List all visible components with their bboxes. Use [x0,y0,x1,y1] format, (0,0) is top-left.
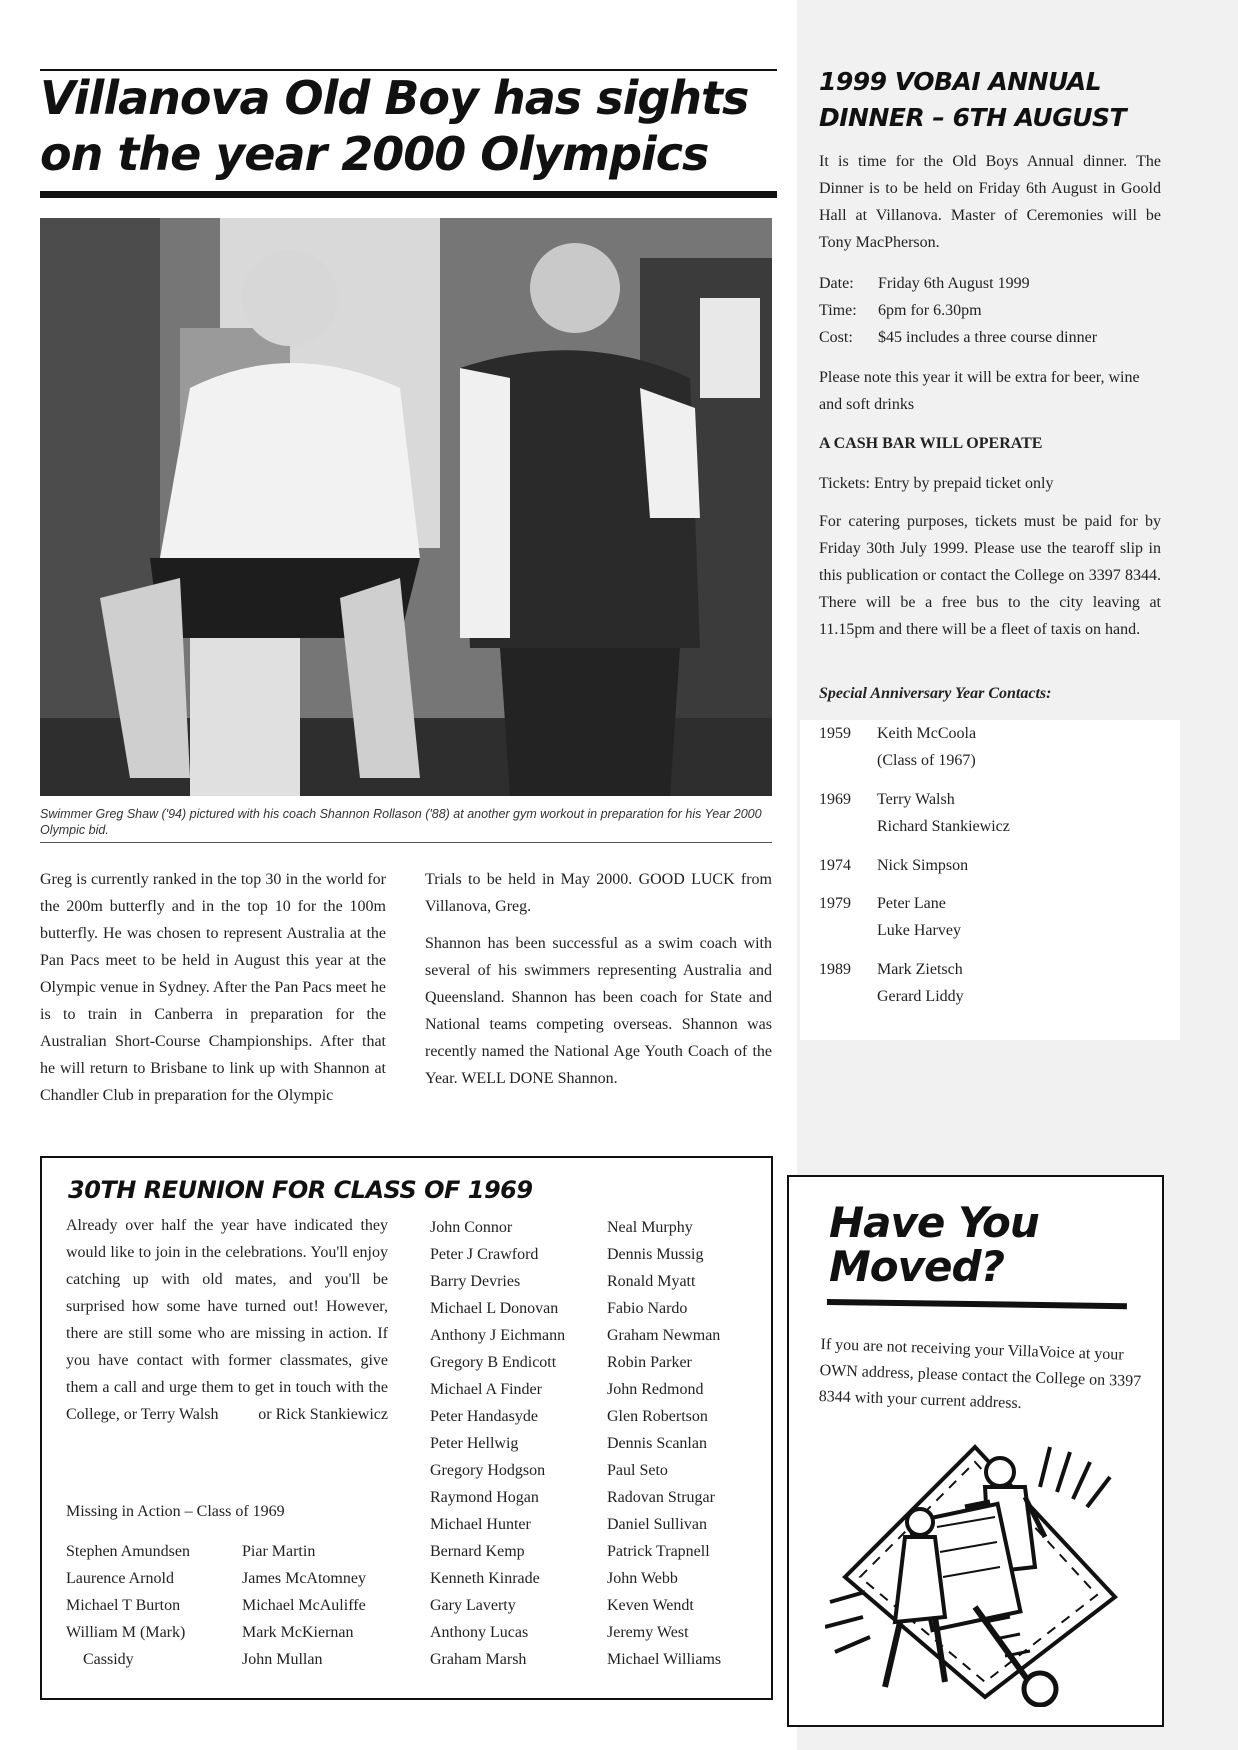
cash-bar-notice: A CASH BAR WILL OPERATE [819,435,1043,452]
missing-heading: Missing in Action – Class of 1969 [66,1503,285,1520]
list-item: Daniel Sullivan [607,1516,707,1533]
contact-row-1969 [819,786,1159,840]
list-item: Radovan Strugar [607,1489,715,1506]
contact-row-1989 [819,956,1159,1010]
names-col-c [430,1214,565,1673]
article-col2-paragraph-1: Trials to be held in May 2000. GOOD LUCK from Villanova, Greg. [425,871,772,915]
list-item: Michael T Burton [66,1597,181,1614]
moved-title [829,1198,1039,1291]
catering-note: For catering purposes, tickets must be paid for by Friday 30th July 1999. Please use the tearoff slip in this publication or contact the College on 3397 8344. There will be a free bus to the city leaving at 11.15pm and there will be a fleet of taxis on hand. [819,513,1161,638]
list-item: Michael McAuliffe [242,1597,366,1614]
list-item: Peter Handasyde [430,1408,538,1425]
list-item: Anthony J Eichmann [430,1327,566,1344]
list-item: Robin Parker [607,1354,692,1371]
list-item: John Connor [430,1219,513,1236]
contact-names [877,890,961,944]
list-item: Anthony Lucas [430,1624,529,1641]
dinner-title: 1999 VOBAI ANNUAL DINNER – 6TH AUGUST [819,67,1127,132]
reunion-box [40,1156,773,1700]
list-item: Keven Wendt [607,1597,694,1614]
list-item: John Webb [607,1570,678,1587]
dinner-note: Please note this year it will be extra for beer, wine and soft drinks [819,369,1140,413]
list-item: Gary Laverty [430,1597,516,1614]
contact-year: 1959 [819,725,851,742]
reunion-intro-tail: or Rick Stankiewicz [258,1406,388,1423]
contact-year: 1989 [819,961,851,978]
moved-title-line-2: Moved? [829,1242,1004,1291]
headline-bottom-rule [40,191,777,198]
article-photo [40,218,772,796]
contact-names [877,720,976,774]
contact-name-2: (Class of 1967) [877,752,976,769]
photo-caption: Swimmer Greg Shaw ('94) pictured with his coach Shannon Rollason ('88) at another gym workout in preparation for his Year 2000 Olympic bid. [40,807,762,837]
mover-with-hand-truck-illustration [825,1427,1125,1707]
list-item: William M (Mark) [66,1624,186,1641]
detail-cost [819,324,1161,351]
list-item: Dennis Scanlan [607,1435,707,1452]
reunion-intro-text: Already over half the year have indicated they would like to join in the celebrations. You'll enjoy catching up with old mates, and you'll be surprised how some have turned out! However, there are still some who are missing in action. If you have contact with former classmates, give them a call and urge them to get in touch with the College, or Terry Walsh [66,1217,388,1423]
contact-name-1: Mark Zietsch [877,961,963,978]
list-item: John Mullan [242,1651,323,1668]
moved-text: If you are not receiving your VillaVoice at your OWN address, please contact the College on 3397 8344 with your current address. [818,1335,1142,1413]
moved-rule [827,1299,1127,1309]
contact-name-2: Richard Stankiewicz [877,818,1010,835]
names-col-b [242,1538,366,1673]
list-item: Kenneth Kinrade [430,1570,540,1587]
contact-row-1974 [819,852,1159,879]
list-item: Ronald Myatt [607,1273,696,1290]
list-item: Peter Hellwig [430,1435,519,1452]
article-column-2 [425,866,772,1092]
contact-names [877,956,964,1010]
list-item: Laurence Arnold [66,1570,174,1587]
list-item: Gregory Hodgson [430,1462,546,1479]
have-you-moved-box [787,1175,1164,1727]
list-item: Dennis Mussig [607,1246,704,1263]
contact-year: 1969 [819,791,851,808]
list-item: Raymond Hogan [430,1489,539,1506]
moved-title-line-1: Have You [829,1198,1039,1247]
dinner-details [819,270,1161,351]
detail-value: 6pm for 6.30pm [878,302,982,319]
contact-names [877,786,1010,840]
contact-name-2: Luke Harvey [877,922,961,939]
reunion-intro [66,1212,388,1428]
detail-date [819,270,1161,297]
list-item: James McAtomney [242,1570,366,1587]
contact-name-1: Peter Lane [877,895,946,912]
contact-name-1: Terry Walsh [877,791,955,808]
swimmer-and-coach-photo [40,218,772,796]
detail-key: Time: [819,302,857,319]
detail-key: Date: [819,275,854,292]
contacts-heading: Special Anniversary Year Contacts: [819,685,1052,702]
list-item: Neal Murphy [607,1219,693,1236]
reunion-title: 30TH REUNION FOR CLASS OF 1969 [68,1176,533,1204]
dinner-intro: It is time for the Old Boys Annual dinner. The Dinner is to be held on Friday 6th August in Goold Hall at Villanova. Master of Ceremonies will be Tony MacPherson. [819,153,1161,251]
list-item: Barry Devries [430,1273,521,1290]
contact-year: 1979 [819,895,851,912]
article-headline: Villanova Old Boy has sights on the year 2000 Olympics [40,71,749,181]
list-item: Michael Williams [607,1651,722,1668]
list-item: Graham Newman [607,1327,721,1344]
list-item: Cassidy [83,1651,134,1668]
contact-row-1959 [819,720,1159,774]
article-column-1: Greg is currently ranked in the top 30 in the world for the 200m butterfly and in the top 10 for the 100m butterfly. He was chosen to represent Australia at the Pan Pacs meet to be held in August this year at the Olympic venue in Sydney. After the Pan Pacs meet he is to train in Canberra in preparation for the Australian Short-Course Championships. After that he will return to Brisbane to link up with Shannon at Chandler Club in preparation for the Olympic [40,871,386,1104]
list-item: Stephen Amundsen [66,1543,190,1560]
list-item: Michael A Finder [430,1381,542,1398]
list-item: Michael Hunter [430,1516,531,1533]
list-item: Michael L Donovan [430,1300,559,1317]
tickets-note: Tickets: Entry by prepaid ticket only [819,475,1054,492]
contact-row-1979 [819,890,1159,944]
list-item: Patrick Trapnell [607,1543,710,1560]
contact-name-1: Keith McCoola [877,725,977,742]
contact-year: 1974 [819,857,851,874]
list-item: Fabio Nardo [607,1300,688,1317]
list-item: Mark McKiernan [242,1624,354,1641]
detail-value: $45 includes a three course dinner [878,329,1098,346]
list-item: Gregory B Endicott [430,1354,557,1371]
names-col-d [607,1214,721,1673]
list-item: Piar Martin [242,1543,316,1560]
list-item: Graham Marsh [430,1651,527,1668]
list-item: Peter J Crawford [430,1246,539,1263]
list-item: Paul Seto [607,1462,668,1479]
names-col-a [66,1538,190,1673]
detail-time [819,297,1161,324]
list-item: Bernard Kemp [430,1543,525,1560]
list-item: Jeremy West [607,1624,689,1641]
list-item: John Redmond [607,1381,704,1398]
contact-name-1: Nick Simpson [877,857,969,874]
detail-key: Cost: [819,329,853,346]
detail-value: Friday 6th August 1999 [878,275,1030,292]
caption-rule [40,842,772,843]
article-col2-paragraph-2: Shannon has been successful as a swim coach with several of his swimmers representing Australia and Queensland. Shannon has been coach for State and National teams competing overseas. Shannon was recently named the National Age Youth Coach of the Year. WELL DONE Shannon. [425,935,772,1087]
list-item: Glen Robertson [607,1408,708,1425]
contact-name-2: Gerard Liddy [877,988,964,1005]
